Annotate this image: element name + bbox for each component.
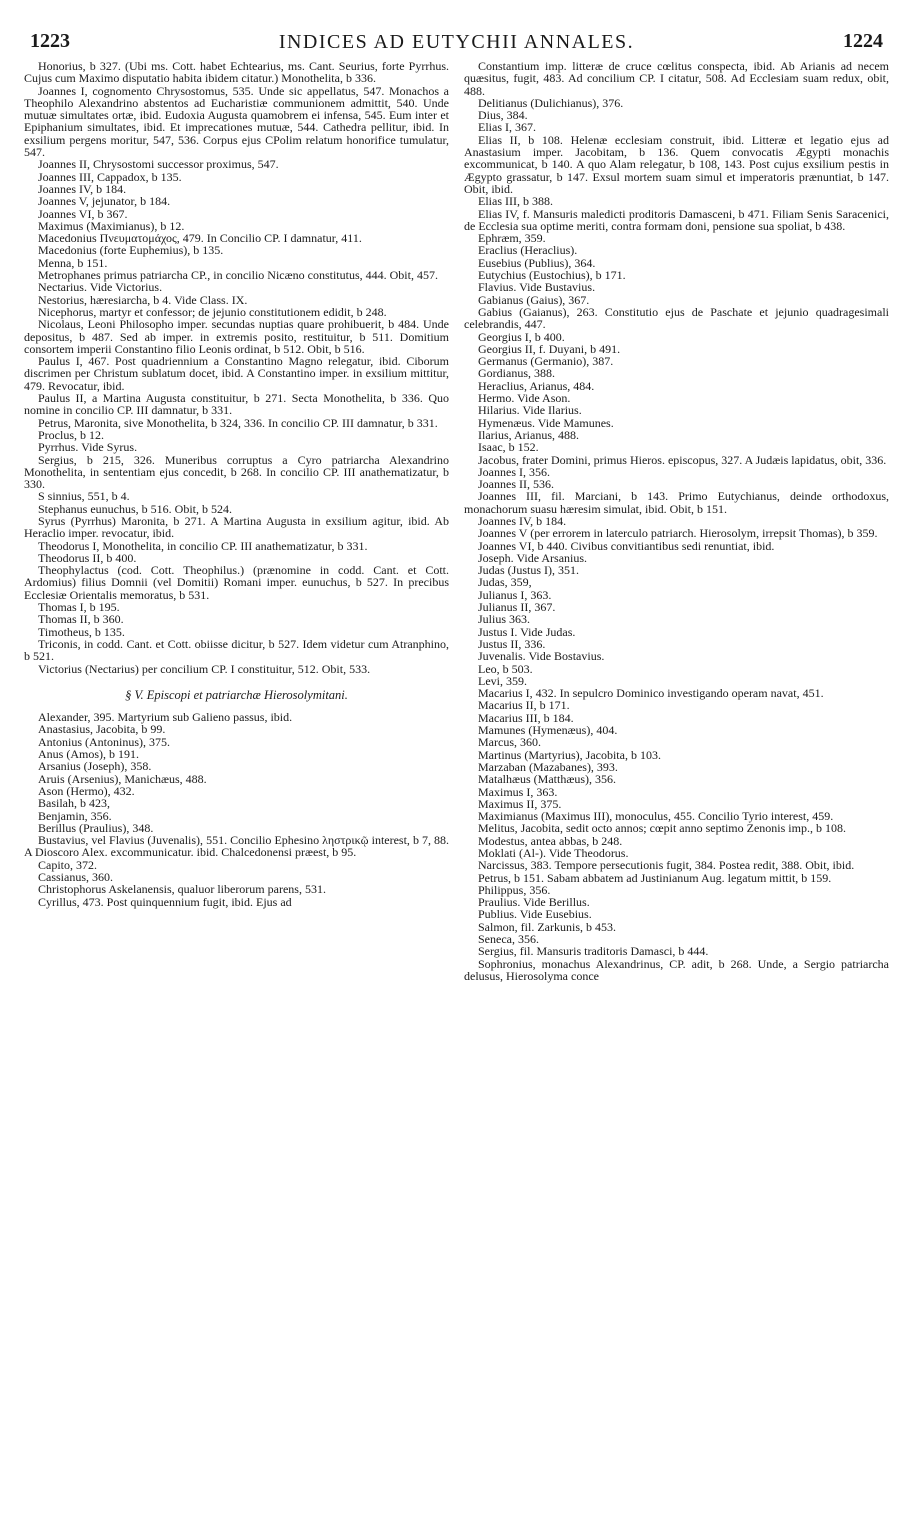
index-entry: Berillus (Praulius), 348. bbox=[38, 820, 154, 835]
index-entry: Benjamin, 356. bbox=[38, 808, 112, 823]
index-entry: Honorius, b 327. (Ubi ms. Cott. habet Echtearius, ms. Cant. Seurius, forte Pyrrhus. Cujus cum Maximo disputatio habita ibidem citatur.) Monothelita, b 336. bbox=[24, 59, 449, 86]
index-entry: Joannes V, jejunator, b 184. bbox=[38, 194, 171, 209]
index-entry: Georgius II, f. Duyani, b 491. bbox=[478, 341, 621, 356]
index-entry: Praulius. Vide Berillus. bbox=[478, 895, 590, 910]
index-entry: Theodorus II, b 400. bbox=[38, 550, 137, 565]
index-entry: Eutychius (Eustochius), b 171. bbox=[478, 268, 626, 283]
index-entry: Judas, 359, bbox=[478, 575, 532, 590]
index-entry: Arsanius (Joseph), 358. bbox=[38, 759, 152, 774]
index-entry: Pyrrhus. Vide Syrus. bbox=[38, 440, 138, 455]
index-entry: Constantium imp. litteræ de cruce cœlitus conspecta, ibid. Ab Arianis ad necem quæsitus, fugit, 483. Ad concilium CP. I citatur, 508. Ad Ecclesiam suam redux, obit, 488. bbox=[464, 59, 889, 98]
index-entry: Delitianus (Dulichianus), 376. bbox=[478, 95, 624, 110]
index-entry: Narcissus, 383. Tempore persecutionis fugit, 384. Postea redit, 388. Obit, ibid. bbox=[478, 858, 855, 873]
index-entry: Matalhæus (Matthæus), 356. bbox=[478, 772, 616, 787]
left-entries-top bbox=[24, 60, 449, 675]
index-entry: Joannes IV, b 184. bbox=[38, 181, 127, 196]
index-entry: Mamunes (Hymenæus), 404. bbox=[478, 723, 618, 738]
page-header bbox=[24, 30, 889, 56]
page-number-left: 1223 bbox=[30, 30, 70, 52]
index-entry: Joannes IV, b 184. bbox=[478, 513, 567, 528]
index-entry: S sinnius, 551, b 4. bbox=[38, 489, 130, 504]
index-entry: Leo, b 503. bbox=[478, 661, 533, 676]
index-entry: Basilah, b 423, bbox=[38, 796, 110, 811]
right-column bbox=[464, 60, 889, 982]
index-entry: Aruis (Arsenius), Manichæus, 488. bbox=[38, 771, 207, 786]
index-entry: Thomas I, b 195. bbox=[38, 600, 120, 615]
index-entry: Macedonius (forte Euphemius), b 135. bbox=[38, 243, 224, 258]
index-entry: Cassianus, 360. bbox=[38, 870, 113, 884]
index-entry: Joannes VI, b 367. bbox=[38, 206, 128, 221]
index-entry: Joannes III, Cappadox, b 135. bbox=[38, 169, 182, 184]
index-entry: Hermo. Vide Ason. bbox=[478, 391, 571, 406]
index-entry: Maximus I, 363. bbox=[478, 784, 558, 799]
index-entry: Nicolaus, Leoni Philosopho imper. secundas nuptias quare prohibuerit, b 484. Unde depositus, b 487. Sed ab imper. in extremis posito, restituitur, b 511. Domitium consortem imperii Constantino filio Leonis ordinat, b 512. Obit, b 516. bbox=[24, 317, 449, 356]
index-entry: Isaac, b 152. bbox=[478, 440, 539, 455]
index-entry: Elias II, b 108. Helenæ ecclesiam construit, ibid. Litteræ et legatio ejus ad Anastasium imper. Jacobitam, b 136. Quem convocatis Ægypti monachis excommunicat, b 140. A quo Alam relegatur, b 108, 143. Post cujus exsilium pestis in Ægypto grassatur, b 147. Exsul mortem suam simul et imperatoris prænuntiat, b 147. Obit, ibid. bbox=[464, 132, 889, 196]
running-title: INDICES AD EUTYCHII ANNALES. bbox=[278, 31, 635, 53]
section-heading: § V. Episcopi et patriarchæ Hierosolymitani. bbox=[125, 687, 348, 702]
index-entry: Capito, 372. bbox=[38, 857, 97, 872]
index-entry: Justus II, 336. bbox=[478, 636, 546, 651]
right-entries bbox=[464, 60, 889, 982]
index-entry: Gordianus, 388. bbox=[478, 366, 555, 381]
index-entry: Theophylactus (cod. Cott. Theophilus.) (prænomine in codd. Cant. et Cott. Ardomius) filius Domnii (vel Domitii) Romani imper. eunuchus, b 527. In precibus Ecclesiæ Orientalis memoratus, b 531. bbox=[24, 563, 449, 602]
index-entry: Paulus I, 467. Post quadriennium a Constantino Magno relegatur, ibid. Ciborum discrimen per Christum sublatum docet, ibid. A Constantino imper. in exsilium mittitur, 479. Revocatur, ibid. bbox=[24, 354, 449, 393]
index-entry: Heraclius, Arianus, 484. bbox=[478, 378, 595, 393]
index-entry: Joannes II, 536. bbox=[478, 477, 554, 492]
index-entry: Petrus, b 151. Sabam abbatem ad Justinianum Aug. legatum mittit, b 159. bbox=[478, 870, 832, 885]
index-entry: Triconis, in codd. Cant. et Cott. obiisse dicitur, b 527. Idem videtur cum Atranphino, b 521. bbox=[24, 636, 449, 664]
index-entry: Hilarius. Vide Ilarius. bbox=[478, 403, 582, 418]
index-entry: Theodorus I, Monothelita, in concilio CP. III anathematizatur, b 331. bbox=[38, 538, 368, 553]
index-entry: Ason (Hermo), 432. bbox=[38, 783, 135, 798]
index-entry: Petrus, Maronita, sive Monothelita, b 324, 336. In concilio CP. III damnatur, b 331. bbox=[38, 415, 438, 430]
index-entry: Seneca, 356. bbox=[478, 932, 539, 947]
index-entry: Bustavius, vel Flavius (Juvenalis), 551. Concilio Ephesino ληστρικῷ interest, b 7, 88. A Dioscoro Alex. excommunicatur. ibid. Chalcedonensi præest, b 95. bbox=[24, 833, 449, 860]
index-entry: Joannes VI, b 440. Civibus convitiantibus sedi renuntiat, ibid. bbox=[478, 538, 775, 553]
index-entry: Nestorius, hæresiarcha, b 4. Vide Class. IX. bbox=[38, 292, 248, 307]
index-entry: Sergius, fil. Mansuris traditoris Damasci, b 444. bbox=[478, 944, 709, 959]
index-entry: Jacobus, frater Domini, primus Hieros. episcopus, 327. A Judæis lapidatus, obit, 336. bbox=[478, 452, 887, 467]
index-entry: Julianus I, 363. bbox=[478, 587, 552, 602]
index-entry: Judas (Justus I), 351. bbox=[478, 563, 579, 578]
index-entry: Marzaban (Mazabanes), 393. bbox=[478, 759, 618, 774]
index-entry: Christophorus Askelanensis, qualuor liberorum parens, 531. bbox=[38, 882, 326, 897]
index-entry: Nicephorus, martyr et confessor; de jejunio constitutionem edidit, b 248. bbox=[38, 304, 387, 319]
index-entry: Sophronius, monachus Alexandrinus, CP. adit, b 268. Unde, a Sergio patriarcha delusus, Hierosolyma conce bbox=[464, 956, 889, 983]
index-entry: Hymenæus. Vide Mamunes. bbox=[478, 415, 614, 430]
index-entry: Germanus (Germanio), 387. bbox=[478, 354, 614, 369]
index-entry: Macarius II, b 171. bbox=[478, 698, 570, 713]
index-entry: Nectarius. Vide Victorius. bbox=[38, 280, 163, 295]
index-entry: Maximus II, 375. bbox=[478, 796, 562, 811]
index-entry: Philippus, 356. bbox=[478, 882, 551, 897]
index-entry: Melitus, Jacobita, sedit octo annos; cœpit anno septimo Zenonis imp., b 108. bbox=[478, 821, 846, 836]
index-entry: Gabius (Gaianus), 263. Constitutio ejus de Paschate et jejunio quadragesimali celebrandis, 447. bbox=[464, 304, 889, 332]
index-entry: Maximianus (Maximus III), monoculus, 455. Concilio Tyrio interest, 459. bbox=[478, 809, 834, 824]
index-entry: Julius 363. bbox=[478, 612, 531, 627]
index-entry: Elias I, 367. bbox=[478, 120, 536, 135]
index-entry: Ilarius, Arianus, 488. bbox=[478, 427, 579, 442]
index-entry: Flavius. Vide Bustavius. bbox=[478, 280, 596, 295]
index-entry: Paulus II, a Martina Augusta constituitur, b 271. Secta Monothelita, b 336. Quo nomine in concilio CP. III damnatur, b 331. bbox=[24, 391, 449, 418]
index-entry: Syrus (Pyrrhus) Maronita, b 271. A Martina Augusta in exsilium agitur, ibid. Ab Heraclio imper. revocatur, ibid. bbox=[24, 513, 449, 541]
index-entry: Macedonius Πνευματομάχος, 479. In Concilio CP. I damnatur, 411. bbox=[38, 231, 362, 246]
index-entry: Elias IV, f. Mansuris maledicti proditoris Damasceni, b 471. Filiam Senis Saracenici, de Ecclesia sua optime meriti, contra formam doni, pensione sua spoliat, b 438. bbox=[464, 206, 889, 233]
two-column-body bbox=[24, 60, 889, 982]
index-entry: Alexander, 395. Martyrium sub Galieno passus, ibid. bbox=[38, 710, 293, 725]
index-entry: Juvenalis. Vide Bostavius. bbox=[478, 649, 605, 664]
index-entry: Macarius I, 432. In sepulcro Dominico investigando operam navat, 451. bbox=[478, 686, 824, 701]
index-entry: Levi, 359. bbox=[478, 673, 527, 688]
index-entry: Martinus (Martyrius), Jacobita, b 103. bbox=[478, 747, 661, 762]
index-entry: Joannes I, 356. bbox=[478, 464, 550, 479]
page-number-right: 1224 bbox=[843, 30, 883, 52]
index-entry: Proclus, b 12. bbox=[38, 427, 104, 442]
index-entry: Dius, 384. bbox=[478, 108, 528, 123]
index-entry: Salmon, fil. Zarkunis, b 453. bbox=[478, 919, 616, 934]
index-entry: Stephanus eunuchus, b 516. Obit, b 524. bbox=[38, 501, 232, 516]
index-entry: Joannes I, cognomento Chrysostomus, 535. Unde sic appellatus, 547. Monachos a Theophilo Alexandrino abstentos ad Eucharistiæ communionem admittit, 540. Unde mutuæ simultates ortæ, ibid. Eudoxia Augusta quamobrem ei infensa, 545. Eum inter et Epiphanium simultates, ibid. Et imprecationes mutuæ, 544. Cathedra pellitur, ibid. In exsilium pergens moritur, 547, 536. Corpus ejus CPolim relatum honorifice tumulatur, 547. bbox=[24, 83, 449, 160]
index-entry: Joannes III, fil. Marciani, b 143. Primo Eutychianus, deinde orthodoxus, monachorum suasu hæresim simulat, ibid. Obit, b 151. bbox=[464, 489, 889, 516]
index-entry: Anastasius, Jacobita, b 99. bbox=[38, 722, 166, 737]
index-entry: Ephræm, 359. bbox=[478, 231, 546, 246]
index-entry: Anus (Amos), b 191. bbox=[38, 747, 139, 762]
index-entry: Metrophanes primus patriarcha CP., in concilio Nicæno constitutus, 444. Obit, 457. bbox=[38, 268, 438, 283]
index-entry: Joannes II, Chrysostomi successor proximus, 547. bbox=[38, 157, 279, 172]
index-entry: Elias III, b 388. bbox=[478, 194, 553, 209]
index-entry: Antonius (Antoninus), 375. bbox=[38, 734, 170, 749]
index-entry: Joseph. Vide Arsanius. bbox=[478, 550, 588, 565]
index-entry: Sergius, b 215, 326. Muneribus corruptus a Cyro patriarcha Alexandrino Monothelita, in sententiam ejus concedit, b 268. In concilio CP. III anathematizatur, b 330. bbox=[24, 452, 449, 492]
index-entry: Gabianus (Gaius), 367. bbox=[478, 292, 590, 307]
index-entry: Georgius I, b 400. bbox=[478, 329, 565, 344]
index-entry: Moklati (Al-). Vide Theodorus. bbox=[478, 846, 629, 860]
left-entries-bottom bbox=[24, 711, 449, 908]
index-entry: Publius. Vide Eusebius. bbox=[478, 907, 592, 922]
index-entry: Joannes V (per errorem in laterculo patriarch. Hierosolym, irrepsit Thomas), b 359. bbox=[478, 526, 878, 541]
index-entry: Justus I. Vide Judas. bbox=[478, 624, 576, 639]
index-entry: Macarius III, b 184. bbox=[478, 710, 574, 725]
index-entry: Maximus (Maximianus), b 12. bbox=[38, 218, 185, 233]
index-entry: Marcus, 360. bbox=[478, 735, 541, 750]
index-entry: Menna, b 151. bbox=[38, 255, 108, 270]
index-entry: Victorius (Nectarius) per concilium CP. I constituitur, 512. Obit, 533. bbox=[38, 661, 371, 676]
index-entry: Julianus II, 367. bbox=[478, 600, 556, 615]
index-entry: Eusebius (Publius), 364. bbox=[478, 255, 596, 270]
index-entry: Timotheus, b 135. bbox=[38, 624, 125, 639]
index-entry: Modestus, antea abbas, b 248. bbox=[478, 833, 623, 848]
index-entry: Thomas II, b 360. bbox=[38, 612, 124, 627]
index-entry: Cyrillus, 473. Post quinquennium fugit, ibid. Ejus ad bbox=[38, 894, 292, 909]
index-entry: Eraclius (Heraclius). bbox=[478, 243, 578, 258]
left-column bbox=[24, 60, 449, 982]
